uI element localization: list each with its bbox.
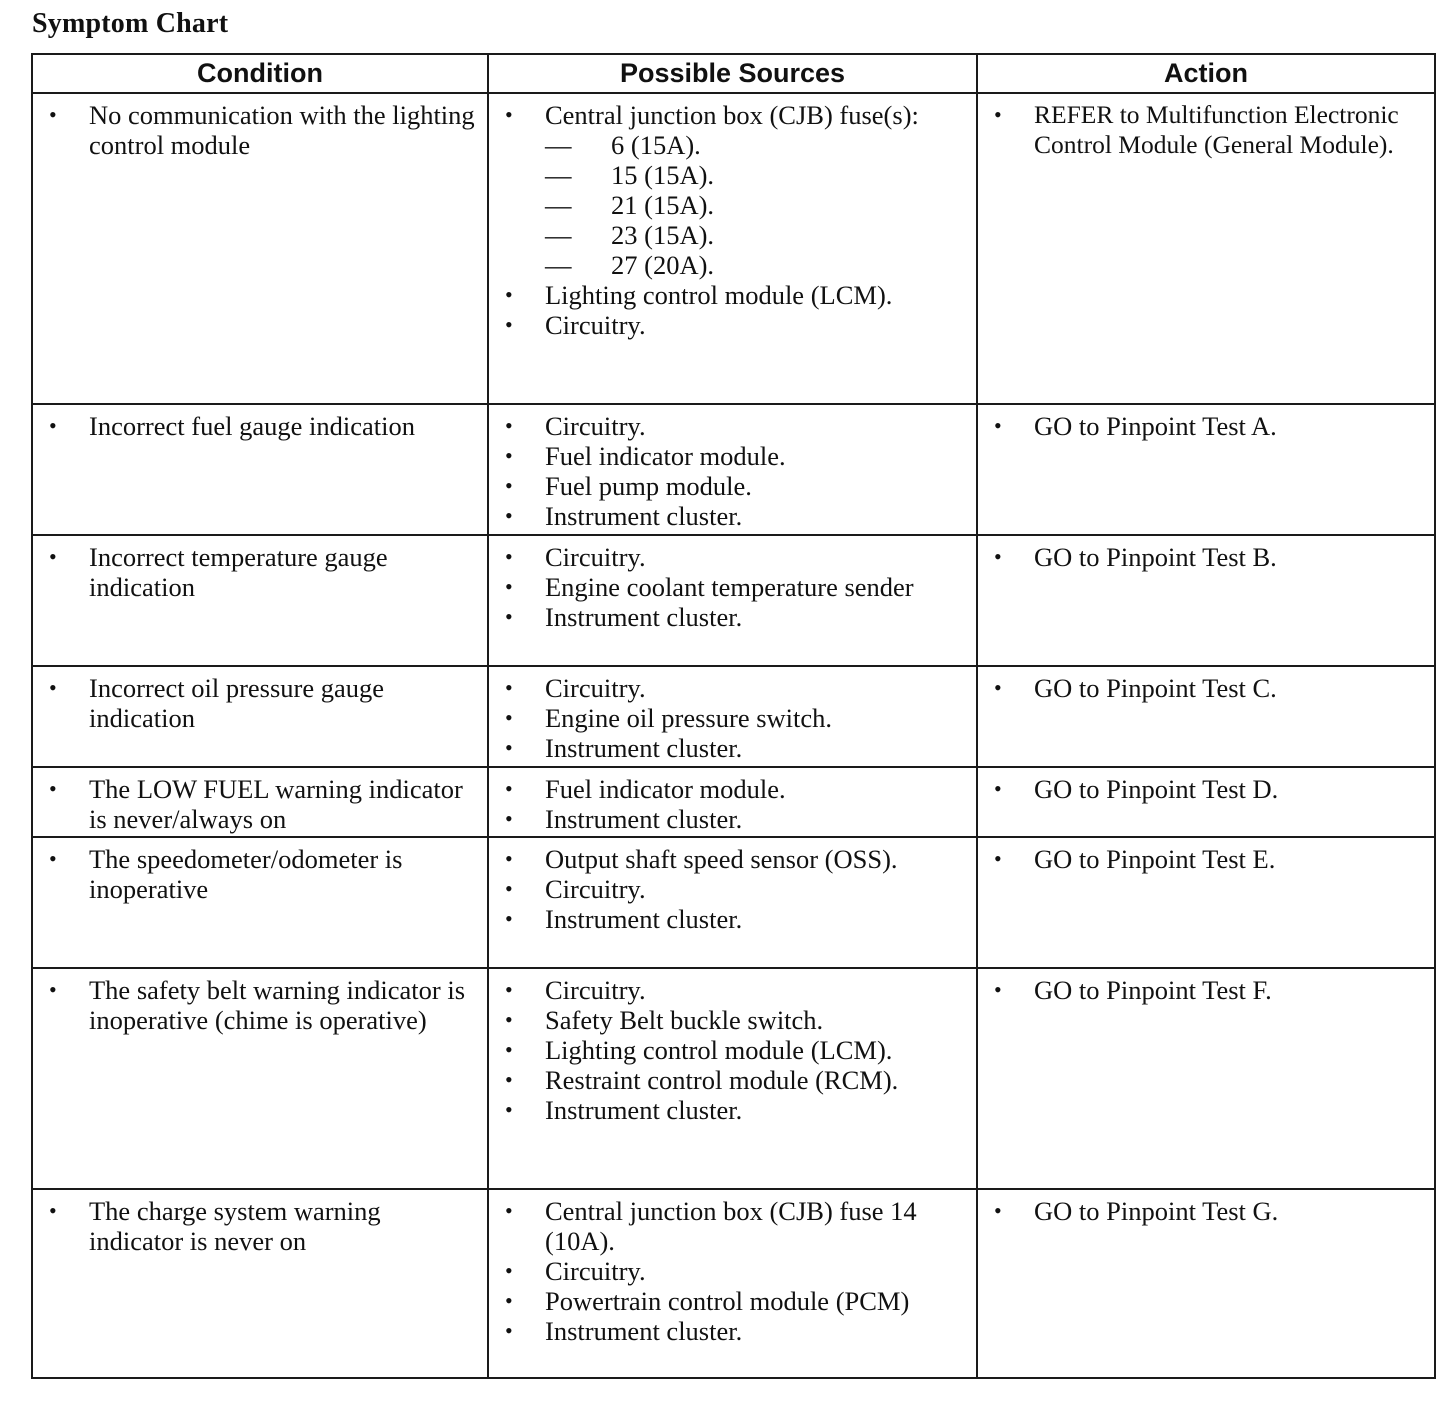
action-item [990,100,1426,160]
action-cell [977,837,1435,968]
condition-cell [32,535,488,666]
possible-sources-cell [488,968,977,1189]
table-row [32,666,1435,767]
source-item-text: Instrument cluster. [545,733,743,763]
source-item [501,100,968,280]
action-item-text: GO to Pinpoint Test F. [1034,975,1272,1005]
condition-item-text: The safety belt warning indicator is inoperative (chime is operative) [89,975,466,1035]
source-item-text: Circuitry. [545,673,646,703]
source-item [501,602,968,632]
action-cell [977,968,1435,1189]
condition-item-text: The charge system warning indicator is never on [89,1196,381,1256]
source-item [501,310,968,340]
bullet-icon: • [49,977,57,1002]
bullet-icon: • [505,102,513,127]
bullet-icon: • [49,544,57,569]
condition-item [45,1196,479,1256]
source-subitem [545,250,968,280]
condition-cell [32,93,488,404]
table-row [32,93,1435,404]
bullet-icon: • [994,413,1002,438]
source-item [501,1286,968,1316]
source-item-text: Fuel indicator module. [545,774,786,804]
source-item [501,1065,968,1095]
action-item-text: GO to Pinpoint Test C. [1034,673,1277,703]
bullet-icon: • [505,574,513,599]
bullet-icon: • [505,282,513,307]
condition-item-text: The speedometer/odometer is inoperative [89,844,403,904]
source-item-text: Circuitry. [545,542,646,572]
bullet-icon: • [505,544,513,569]
column-header-action: Action [977,54,1435,93]
possible-sources-cell [488,666,977,767]
bullet-icon: • [505,906,513,931]
condition-cell [32,767,488,837]
source-item-text: Engine oil pressure switch. [545,703,833,733]
source-item-text: Powertrain control module (PCM) [545,1286,910,1316]
action-item-text: GO to Pinpoint Test D. [1034,774,1279,804]
source-item-text: Circuitry. [545,874,646,904]
source-item-text: Central junction box (CJB) fuse 14 (10A). [545,1196,917,1256]
source-item-text: Safety Belt buckle switch. [545,1005,824,1035]
condition-item-text: Incorrect temperature gauge indication [89,542,388,602]
bullet-icon: • [49,846,57,871]
source-item-text: Lighting control module (LCM). [545,1035,893,1065]
bullet-icon: • [505,977,513,1002]
source-item [501,1005,968,1035]
table-row [32,968,1435,1189]
condition-cell [32,1189,488,1378]
action-cell [977,1189,1435,1378]
source-item [501,1035,968,1065]
source-item-text: Fuel pump module. [545,471,752,501]
action-item [990,411,1426,441]
source-subitem [545,220,968,250]
bullet-icon: • [49,413,57,438]
condition-item-text: No communication with the lighting control module [89,100,475,160]
source-subitem-text: 21 (15A). [611,190,715,220]
condition-item [45,673,479,733]
source-item-text: Engine coolant temperature sender [545,572,914,602]
dash-icon: — [545,190,572,220]
source-item [501,844,968,874]
condition-item [45,975,479,1035]
source-subitem-text: 27 (20A). [611,250,715,280]
source-item-text: Central junction box (CJB) fuse(s): [545,100,919,130]
condition-item [45,411,479,441]
source-item-text: Instrument cluster. [545,1095,743,1125]
condition-item-text: The LOW FUEL warning indicator is never/always on [89,774,463,834]
possible-sources-cell [488,767,977,837]
source-subitem [545,130,968,160]
bullet-icon: • [505,604,513,629]
possible-sources-cell [488,837,977,968]
bullet-icon: • [994,675,1002,700]
bullet-icon: • [505,503,513,528]
bullet-icon: • [505,806,513,831]
bullet-icon: • [505,675,513,700]
action-cell [977,666,1435,767]
bullet-icon: • [505,473,513,498]
dash-icon: — [545,250,572,280]
dash-icon: — [545,220,572,250]
source-item-text: Instrument cluster. [545,602,743,632]
action-cell [977,535,1435,666]
condition-item [45,542,479,602]
bullet-icon: • [49,776,57,801]
action-item [990,542,1426,572]
source-item [501,673,968,703]
source-item [501,1316,968,1346]
source-subitem [545,160,968,190]
bullet-icon: • [505,735,513,760]
dash-icon: — [545,130,572,160]
bullet-icon: • [505,705,513,730]
bullet-icon: • [994,776,1002,801]
source-item-text: Instrument cluster. [545,804,743,834]
bullet-icon: • [505,443,513,468]
action-item-text: GO to Pinpoint Test G. [1034,1196,1279,1226]
table-row [32,1189,1435,1378]
source-subitem-text: 6 (15A). [611,130,701,160]
action-cell [977,93,1435,404]
dash-icon: — [545,160,572,190]
source-subitem-text: 15 (15A). [611,160,715,190]
action-item-text: GO to Pinpoint Test A. [1034,411,1277,441]
source-item [501,1095,968,1125]
source-item [501,441,968,471]
bullet-icon: • [505,1007,513,1032]
column-header-possible-sources: Possible Sources [488,54,977,93]
bullet-icon: • [505,1067,513,1092]
action-item-text: REFER to Multifunction Electronic Control Module (General Module). [1034,100,1399,159]
source-item-text: Lighting control module (LCM). [545,280,893,310]
condition-cell [32,404,488,535]
header-row [32,54,1435,93]
bullet-icon: • [505,1037,513,1062]
table-row [32,767,1435,837]
column-header-condition: Condition [32,54,488,93]
possible-sources-cell [488,404,977,535]
table-row [32,535,1435,666]
source-item [501,501,968,531]
symptom-chart-table [31,53,1436,1379]
action-cell [977,767,1435,837]
possible-sources-cell [488,535,977,666]
source-item [501,542,968,572]
source-item [501,411,968,441]
source-item-text: Instrument cluster. [545,904,743,934]
source-item [501,703,968,733]
bullet-icon: • [49,675,57,700]
condition-cell [32,666,488,767]
bullet-icon: • [505,1097,513,1122]
action-item [990,1196,1426,1226]
source-item-text: Instrument cluster. [545,1316,743,1346]
action-item [990,975,1426,1005]
action-item-text: GO to Pinpoint Test B. [1034,542,1277,572]
source-item-text: Circuitry. [545,1256,646,1286]
source-item [501,1196,968,1256]
source-item-text: Circuitry. [545,310,646,340]
condition-item-text: Incorrect fuel gauge indication [89,411,415,441]
action-item [990,844,1426,874]
source-item [501,774,968,804]
bullet-icon: • [505,1288,513,1313]
action-cell [977,404,1435,535]
bullet-icon: • [49,1198,57,1223]
bullet-icon: • [505,776,513,801]
page-title: Symptom Chart [32,8,229,39]
source-item [501,874,968,904]
bullet-icon: • [505,1258,513,1283]
bullet-icon: • [505,876,513,901]
table-row [32,404,1435,535]
source-item [501,1256,968,1286]
source-item [501,280,968,310]
bullet-icon: • [994,846,1002,871]
action-item-text: GO to Pinpoint Test E. [1034,844,1276,874]
condition-item [45,774,479,834]
source-subitem-text: 23 (15A). [611,220,715,250]
source-item-text: Restraint control module (RCM). [545,1065,899,1095]
source-item [501,471,968,501]
source-item-text: Instrument cluster. [545,501,743,531]
possible-sources-cell [488,1189,977,1378]
possible-sources-cell [488,93,977,404]
bullet-icon: • [505,1198,513,1223]
source-item-text: Circuitry. [545,975,646,1005]
source-item-text: Circuitry. [545,411,646,441]
condition-cell [32,837,488,968]
action-item [990,774,1426,804]
source-subitem [545,190,968,220]
source-item-text: Output shaft speed sensor (OSS). [545,844,898,874]
table-row [32,837,1435,968]
condition-cell [32,968,488,1189]
source-item [501,975,968,1005]
bullet-icon: • [505,846,513,871]
bullet-icon: • [994,102,1002,127]
action-item [990,673,1426,703]
bullet-icon: • [994,977,1002,1002]
condition-item [45,100,479,160]
source-item [501,572,968,602]
condition-item [45,844,479,904]
source-item [501,804,968,834]
source-item-text: Fuel indicator module. [545,441,786,471]
source-item [501,733,968,763]
bullet-icon: • [505,1318,513,1343]
bullet-icon: • [505,413,513,438]
bullet-icon: • [994,1198,1002,1223]
condition-item-text: Incorrect oil pressure gauge indication [89,673,385,733]
bullet-icon: • [49,102,57,127]
source-item [501,904,968,934]
bullet-icon: • [994,544,1002,569]
bullet-icon: • [505,312,513,337]
